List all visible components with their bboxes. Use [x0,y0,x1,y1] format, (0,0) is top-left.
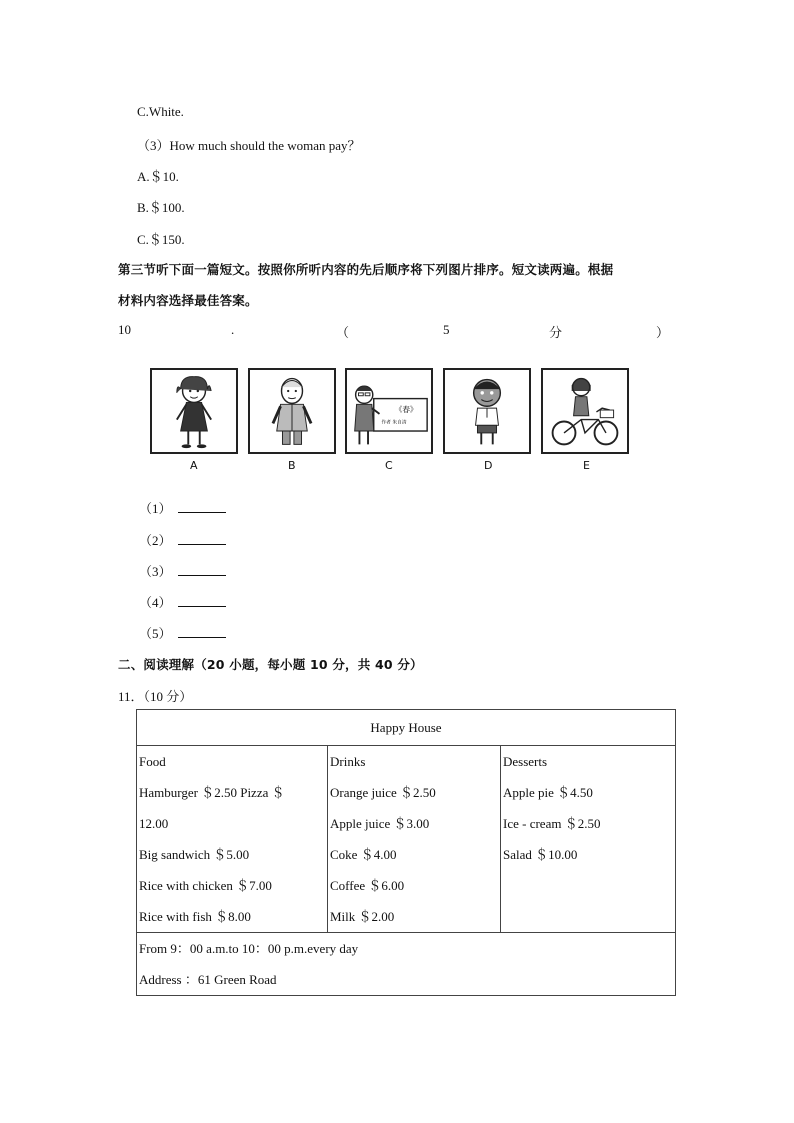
desserts-column [501,746,676,933]
blank-line[interactable] [178,563,226,576]
dessert-item: Ice - cream ＄2.50 [503,816,601,831]
q10-paren-open: （ [336,325,350,340]
picture-c-teacher-board [345,368,433,454]
answer-blank-4[interactable]: （4） [139,592,226,611]
picture-b-old-man [248,368,336,454]
section3-instruction-line1: 第三节听下面一篇短文。按照你所听内容的先后顺序将下列图片排序。短文读两遍。根据 [118,262,614,277]
teacher-icon [347,370,431,452]
bicycle-icon [543,370,627,452]
address: Address ：61 Green Road [139,972,277,987]
label-d: D [484,459,493,472]
blank-line[interactable] [178,625,226,638]
old-man-icon [250,370,334,452]
board-title: 《春》 [394,404,418,414]
answer-blank-5[interactable]: （5） [139,623,226,642]
label-a: A [190,459,198,472]
opening-hours: From 9：00 a.m.to 10：00 p.m.every day [139,941,359,956]
boy-icon [445,370,529,452]
info-cell [137,933,676,996]
blank-line[interactable] [178,500,226,513]
answer-blank-1[interactable]: （1） [139,498,226,517]
drink-item: Coffee ＄6.00 [330,878,405,893]
food-item: Rice with fish ＄8.00 [139,909,251,924]
food-item: Hamburger ＄2.50 Pizza ＄ [139,785,285,800]
menu-table [136,709,676,996]
option-c-white: C.White. [137,104,184,119]
menu-title: Happy House [137,710,676,746]
drink-item: Apple juice ＄3.00 [330,816,430,831]
q10-unit: 分 [549,325,563,340]
drink-item: Milk ＄2.00 [330,909,395,924]
food-item: Big sandwich ＄5.00 [139,847,250,862]
option-b: B.＄100. [137,200,185,215]
q11-label: 11．（10 分） [118,689,193,704]
blank-line[interactable] [178,532,226,545]
q10-dot: . [231,322,235,337]
drink-item: Coke ＄4.00 [330,847,397,862]
option-c: C.＄150. [137,232,185,247]
picture-d-boy [443,368,531,454]
board-subtitle: 作者 朱自清 [381,420,407,426]
part2-heading: 二、阅读理解（20 小题，每小题 10 分，共 40 分） [118,657,423,672]
drinks-column [328,746,501,933]
drink-item: Orange juice ＄2.50 [330,785,436,800]
q10-paren-close: ） [656,325,670,340]
label-b: B [288,459,296,472]
q10-score: 5 [443,322,450,337]
food-item: 12.00 [139,816,169,831]
food-item: Rice with chicken ＄7.00 [139,878,272,893]
dessert-item: Apple pie ＄4.50 [503,785,593,800]
q10-number: 10 [118,322,131,337]
girl-icon [152,370,236,452]
picture-e-girl-bicycle [541,368,629,454]
desserts-header: Desserts [503,754,548,769]
label-c: C [385,459,393,472]
dessert-item: Salad ＄10.00 [503,847,578,862]
food-column [137,746,328,933]
question-9-3: （3）How much should the woman pay？ [137,138,361,153]
label-e: E [583,459,590,472]
picture-a-girl [150,368,238,454]
drinks-header: Drinks [330,754,366,769]
blank-line[interactable] [178,594,226,607]
answer-blank-3[interactable]: （3） [139,561,226,580]
food-header: Food [139,754,166,769]
option-a: A.＄10. [137,169,179,184]
section3-instruction-line2: 材料内容选择最佳答案。 [118,293,258,308]
answer-blank-2[interactable]: （2） [139,530,226,549]
